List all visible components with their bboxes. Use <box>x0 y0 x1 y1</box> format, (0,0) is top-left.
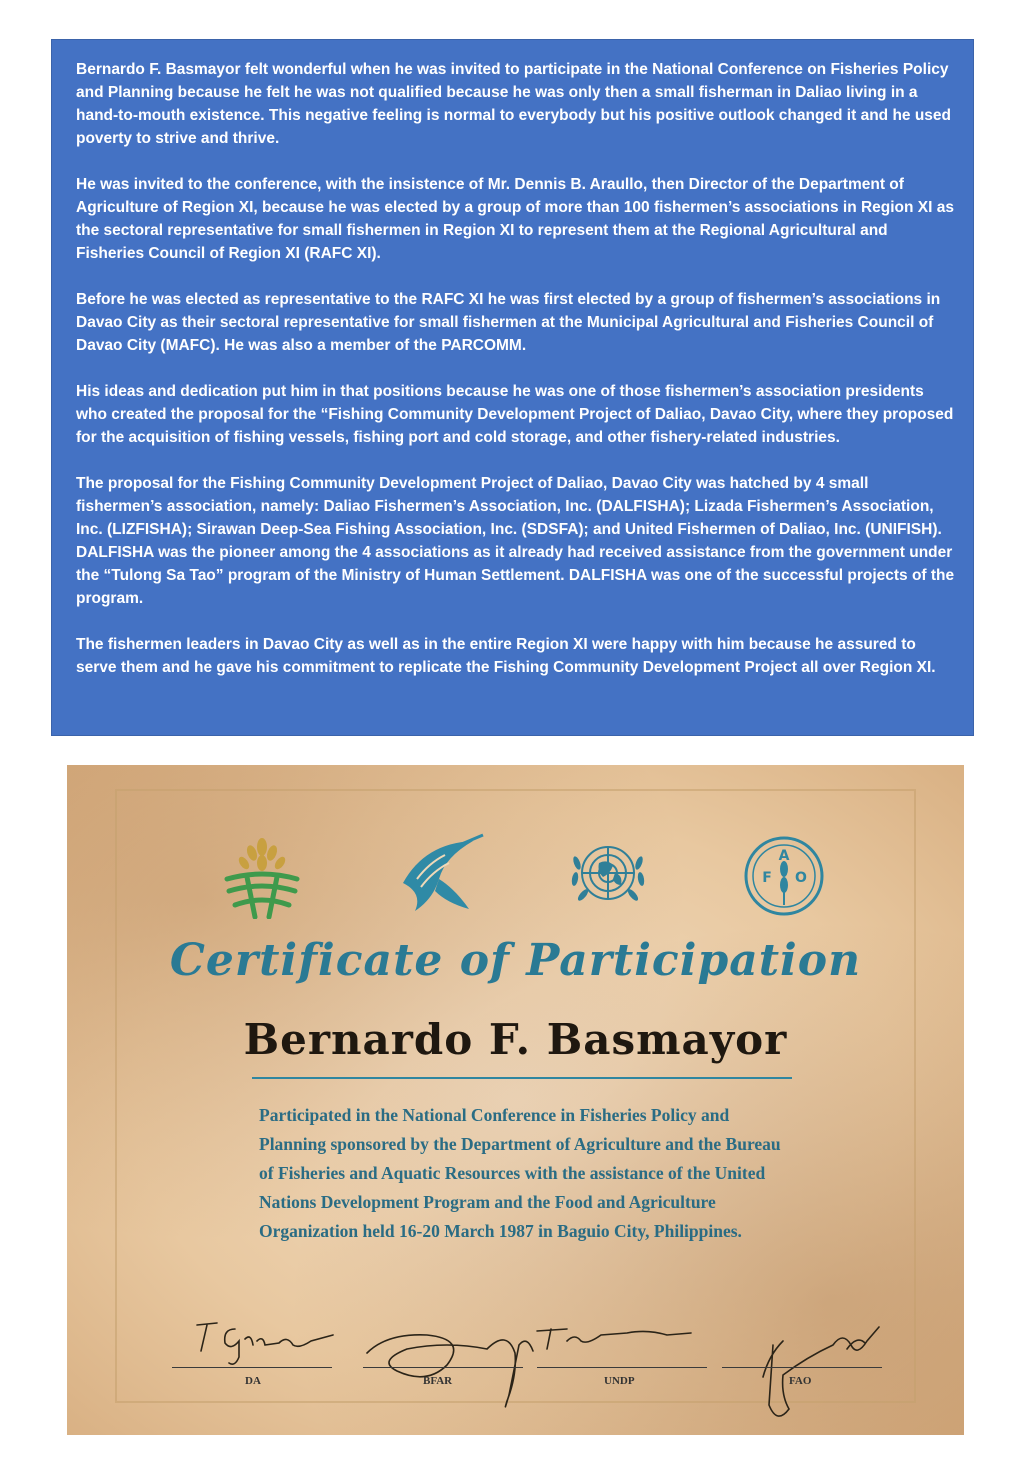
bfar-logo-icon <box>395 833 485 919</box>
certificate-recipient-name: Bernardo F. Basmayor <box>243 1015 788 1064</box>
certificate-body-text: Participated in the National Conference in Fisheries Policy and Planning sponsored by the Department of Agriculture and the Bureau of Fisheries and Aquatic Resources with the assistance of the United Nations Development Program and the Food and Agriculture Organization held 16-20 March 1987 in Baguio City, Philippines. <box>259 1105 781 1241</box>
narrative-paragraph-3: Before he was elected as representative to the RAFC XI he was first elected by a group of fishermen’s associations in Davao City as their sectoral representative for small fishermen at the Municipal Agricultural and Fisheries Council of Davao City (MAFC). He was also a member of the PARCOMM. <box>76 291 941 354</box>
handwritten-signatures-icon <box>67 1305 964 1425</box>
certificate-title: Certificate of Participation <box>169 935 862 986</box>
signature-line-da <box>172 1367 332 1368</box>
signature-line-fao <box>722 1367 882 1368</box>
signatory-label-bfar: BFAR <box>423 1375 453 1387</box>
narrative-paragraph-6: The fishermen leaders in Davao City as well as in the entire Region XI were happy with him because he assured to serve them and he gave his commitment to replicate the Fishing Community Development Project all over Region XI. <box>76 636 936 676</box>
svg-text:A: A <box>778 848 790 864</box>
signature-line-bfar <box>363 1367 523 1368</box>
svg-text:F: F <box>762 870 772 886</box>
signature-block <box>67 1305 964 1425</box>
name-underline <box>252 1077 792 1079</box>
signatory-label-da: DA <box>245 1375 261 1387</box>
narrative-paragraph-2: He was invited to the conference, with the insistence of Mr. Dennis B. Araullo, then Director of the Department of Agriculture of Region XI, because he was elected by a group of more than 100 fishermen’s associations in Region XI as the sectoral representative for small fishermen in Region XI to represent them at the Regional Agricultural and Fisheries Council of Region XI (RAFC XI). <box>76 176 954 262</box>
narrative-paragraph-4: His ideas and dedication put him in that positions because he was one of those fishermen’s association presidents who created the proposal for the “Fishing Community Development Project of Daliao, Davao City, where they proposed for the acquisition of fishing vessels, fishing port and cold storage, and other fishery-related industries. <box>76 383 954 446</box>
un-logo-icon <box>563 833 653 919</box>
da-logo-icon <box>217 833 307 919</box>
signature-line-undp <box>537 1367 707 1368</box>
signatory-label-undp: UNDP <box>604 1375 635 1387</box>
narrative-paragraph-5: The proposal for the Fishing Community Development Project of Daliao, Davao City was hatched by 4 small fishermen’s association, namely: Daliao Fishermen’s Association, Inc. (DALFISHA); Lizada Fishermen’s Association, Inc. (LIZFISHA); Sirawan Deep-Sea Fishing Association, Inc. (SDSFA); and United Fishermen of Daliao, Inc. (UNIFISH). DALFISHA was the pioneer among the 4 associations as it already had received assistance from the government under the “Tulong Sa Tao” program of the Ministry of Human Settlement. DALFISHA was one of the successful projects of the program. <box>76 475 955 607</box>
narrative-paragraph-1: Bernardo F. Basmayor felt wonderful when he was invited to participate in the National Conference on Fisheries Policy and Planning because he felt he was not qualified because he was only then a small fisherman in Daliao living in a hand-to-mouth existence. This negative feeling is normal to everybody but his positive outlook changed it and he used poverty to strive and thrive. <box>76 61 952 147</box>
certificate-photo <box>67 765 964 1435</box>
svg-text:O: O <box>795 870 807 886</box>
signatory-label-fao: FAO <box>789 1375 812 1387</box>
fao-logo-icon <box>739 833 829 919</box>
narrative-text-box <box>51 39 974 736</box>
